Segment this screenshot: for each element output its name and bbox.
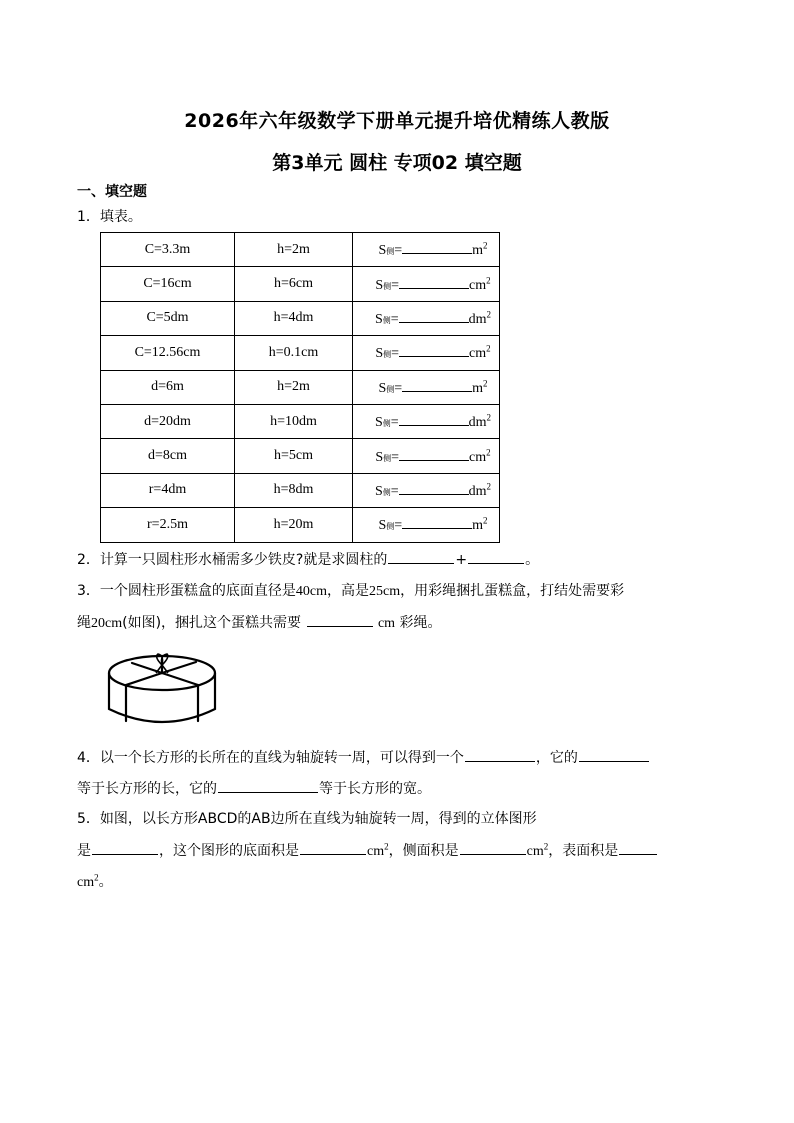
question-number: 5． bbox=[77, 811, 100, 827]
question-text-end: 。 bbox=[98, 874, 113, 890]
table-row bbox=[101, 301, 500, 335]
unit-label: cm bbox=[526, 844, 544, 859]
question-2 bbox=[77, 544, 539, 576]
plus-sign: + bbox=[455, 552, 468, 568]
question-text: ，这个图形的底面积是 bbox=[159, 843, 299, 859]
question-number: 1． bbox=[77, 209, 100, 225]
equals-sign: = bbox=[390, 483, 399, 499]
table-cell-height: h=4dm bbox=[235, 301, 353, 335]
answer-blank[interactable] bbox=[218, 778, 318, 793]
answer-blank[interactable] bbox=[402, 378, 472, 392]
area-symbol: S bbox=[375, 277, 384, 293]
answer-blank[interactable] bbox=[307, 612, 373, 627]
unit-label: dm bbox=[468, 415, 487, 431]
question-text: 等于长方形的宽。 bbox=[319, 781, 431, 797]
table-row bbox=[101, 508, 500, 542]
answer-blank[interactable] bbox=[399, 309, 469, 323]
answer-blank[interactable] bbox=[468, 549, 524, 564]
table-cell-answer bbox=[353, 267, 500, 301]
question-text: 填表。 bbox=[99, 209, 142, 225]
table-row bbox=[101, 336, 500, 370]
table-cell-given: C=3.3m bbox=[101, 233, 235, 267]
unit-label: cm bbox=[77, 875, 95, 890]
question-text: ，表面积是 bbox=[548, 843, 619, 859]
question-number: 4． bbox=[77, 750, 100, 766]
area-subscript: 侧 bbox=[382, 487, 391, 497]
area-symbol: S bbox=[378, 243, 387, 259]
question-5-line-1 bbox=[77, 803, 537, 835]
unit-label: cm bbox=[469, 449, 487, 465]
unit-exponent: 2 bbox=[483, 378, 488, 389]
question-text: ，侧面积是 bbox=[388, 843, 459, 859]
answer-blank[interactable] bbox=[619, 840, 657, 855]
question-3-line-2 bbox=[77, 607, 442, 640]
answer-blank[interactable] bbox=[399, 343, 469, 357]
answer-blank[interactable] bbox=[399, 412, 469, 426]
question-3-line-1 bbox=[77, 575, 624, 608]
height-value: 25cm bbox=[369, 584, 401, 599]
diameter-value: 40cm bbox=[295, 584, 328, 599]
answer-blank[interactable] bbox=[399, 481, 469, 495]
unit-exponent: 2 bbox=[486, 274, 491, 285]
unit-exponent: 2 bbox=[486, 481, 492, 492]
answer-blank[interactable] bbox=[402, 515, 472, 529]
equals-sign: = bbox=[390, 415, 399, 431]
unit-label: m bbox=[472, 243, 484, 259]
question-5-line-2 bbox=[77, 835, 658, 868]
question-text: 是 bbox=[77, 843, 91, 859]
equals-sign: = bbox=[391, 277, 400, 293]
unit-exponent: 2 bbox=[486, 343, 491, 354]
question-5-line-3 bbox=[77, 866, 113, 899]
table-row bbox=[101, 404, 500, 438]
area-symbol: S bbox=[374, 311, 383, 327]
question-1 bbox=[77, 201, 142, 233]
section-heading: 一、填空题 bbox=[77, 184, 147, 200]
unit-label: cm bbox=[469, 277, 487, 293]
table-cell-given: d=8cm bbox=[101, 439, 235, 473]
unit-exponent: 2 bbox=[543, 841, 549, 852]
answer-blank[interactable] bbox=[399, 447, 469, 461]
table-cell-given: r=4dm bbox=[101, 473, 235, 507]
unit-exponent: 2 bbox=[94, 872, 99, 883]
knot-length-value: 20cm bbox=[91, 616, 123, 631]
unit-exponent: 2 bbox=[486, 446, 491, 457]
table-cell-given: C=12.56cm bbox=[101, 336, 235, 370]
table-cell-given: d=6m bbox=[101, 370, 235, 404]
question-text: 一个圆柱形蛋糕盒的底面直径是 bbox=[99, 583, 296, 599]
page-title: 2026年六年级数学下册单元提升培优精练人教版 bbox=[184, 110, 610, 132]
question-text: ，高是 bbox=[327, 583, 370, 599]
unit-exponent: 2 bbox=[384, 841, 389, 852]
table-cell-answer bbox=[353, 508, 500, 542]
unit-label: dm bbox=[468, 311, 487, 327]
table-cell-answer bbox=[353, 233, 500, 267]
answer-blank[interactable] bbox=[579, 747, 649, 762]
equals-sign: = bbox=[394, 243, 403, 259]
table-cell-answer bbox=[353, 404, 500, 438]
area-symbol: S bbox=[374, 483, 383, 499]
question-text: 如图，以长方形ABCD的AB边所在直线为轴旋转一周，得到的立体图形 bbox=[99, 811, 537, 827]
question-text: ，用彩绳捆扎蛋糕盒，打结处需要彩 bbox=[400, 583, 625, 599]
table-cell-given: C=5dm bbox=[101, 301, 235, 335]
unit-label: m bbox=[472, 518, 484, 534]
area-subscript: 侧 bbox=[386, 522, 395, 532]
unit-label: dm bbox=[468, 483, 487, 499]
answer-blank[interactable] bbox=[388, 549, 454, 564]
equals-sign: = bbox=[391, 346, 400, 362]
area-symbol: S bbox=[374, 415, 383, 431]
area-subscript: 侧 bbox=[383, 281, 392, 291]
question-text: 等于长方形的长，它的 bbox=[77, 781, 217, 797]
question-number: 2． bbox=[77, 552, 100, 568]
unit-label: m bbox=[472, 380, 484, 396]
table-row bbox=[101, 439, 500, 473]
table-row bbox=[101, 267, 500, 301]
unit-exponent: 2 bbox=[483, 515, 488, 526]
area-subscript: 侧 bbox=[386, 384, 395, 394]
cake-box-figure bbox=[104, 651, 222, 729]
area-symbol: S bbox=[378, 518, 387, 534]
area-subscript: 侧 bbox=[383, 453, 392, 463]
table-cell-given: r=2.5m bbox=[101, 508, 235, 542]
area-subscript: 侧 bbox=[383, 350, 392, 360]
table-cell-height: h=10dm bbox=[235, 404, 353, 438]
area-subscript: 侧 bbox=[386, 247, 395, 257]
question-4-line-1 bbox=[77, 742, 650, 774]
table-cell-height: h=5cm bbox=[235, 439, 353, 473]
question-text: 以一个长方形的长所在的直线为轴旋转一周，可以得到一个 bbox=[99, 750, 464, 766]
unit-exponent: 2 bbox=[486, 309, 492, 320]
table-row bbox=[101, 370, 500, 404]
area-subscript: 侧 bbox=[382, 419, 391, 429]
question-number: 3． bbox=[77, 583, 100, 599]
table-cell-height: h=8dm bbox=[235, 473, 353, 507]
table-cell-height: h=2m bbox=[235, 233, 353, 267]
table-cell-given: C=16cm bbox=[101, 267, 235, 301]
page-subtitle: 第3单元 圆柱 专项02 填空题 bbox=[272, 152, 522, 174]
table-cell-height: h=0.1cm bbox=[235, 336, 353, 370]
table-cell-answer bbox=[353, 439, 500, 473]
table-cell-answer bbox=[353, 473, 500, 507]
equals-sign: = bbox=[390, 311, 399, 327]
question-text: 计算一只圆柱形水桶需多少铁皮?就是求圆柱的 bbox=[99, 552, 388, 568]
table-cell-answer bbox=[353, 336, 500, 370]
question-text-end: 。 bbox=[525, 552, 540, 568]
answer-blank[interactable] bbox=[460, 840, 526, 855]
question-4-line-2 bbox=[77, 773, 431, 805]
question-text: ，它的 bbox=[535, 750, 578, 766]
area-symbol: S bbox=[375, 449, 384, 465]
equals-sign: = bbox=[394, 380, 403, 396]
table-row bbox=[101, 233, 500, 267]
unit-label: cm bbox=[367, 844, 385, 859]
answer-blank[interactable] bbox=[300, 840, 366, 855]
unit-exponent: 2 bbox=[483, 240, 488, 251]
table-cell-given: d=20dm bbox=[101, 404, 235, 438]
area-subscript: 侧 bbox=[382, 315, 391, 325]
unit-exponent: 2 bbox=[486, 412, 492, 423]
unit-label: cm bbox=[377, 616, 396, 631]
answer-blank[interactable] bbox=[402, 240, 472, 254]
unit-label: cm bbox=[469, 346, 487, 362]
answer-blank[interactable] bbox=[465, 747, 535, 762]
area-symbol: S bbox=[378, 380, 387, 396]
fill-table bbox=[100, 232, 500, 543]
table-cell-height: h=2m bbox=[235, 370, 353, 404]
table-cell-height: h=6cm bbox=[235, 267, 353, 301]
table-cell-height: h=20m bbox=[235, 508, 353, 542]
table-row bbox=[101, 473, 500, 507]
table-cell-answer bbox=[353, 301, 500, 335]
question-text: (如图)，捆扎这个蛋糕共需要 bbox=[122, 615, 302, 631]
area-symbol: S bbox=[375, 346, 384, 362]
question-text: 绳 bbox=[77, 615, 91, 631]
table-cell-answer bbox=[353, 370, 500, 404]
answer-blank[interactable] bbox=[92, 840, 158, 855]
equals-sign: = bbox=[391, 449, 400, 465]
question-text: 彩绳。 bbox=[399, 615, 442, 631]
answer-blank[interactable] bbox=[399, 275, 469, 289]
equals-sign: = bbox=[394, 518, 403, 534]
